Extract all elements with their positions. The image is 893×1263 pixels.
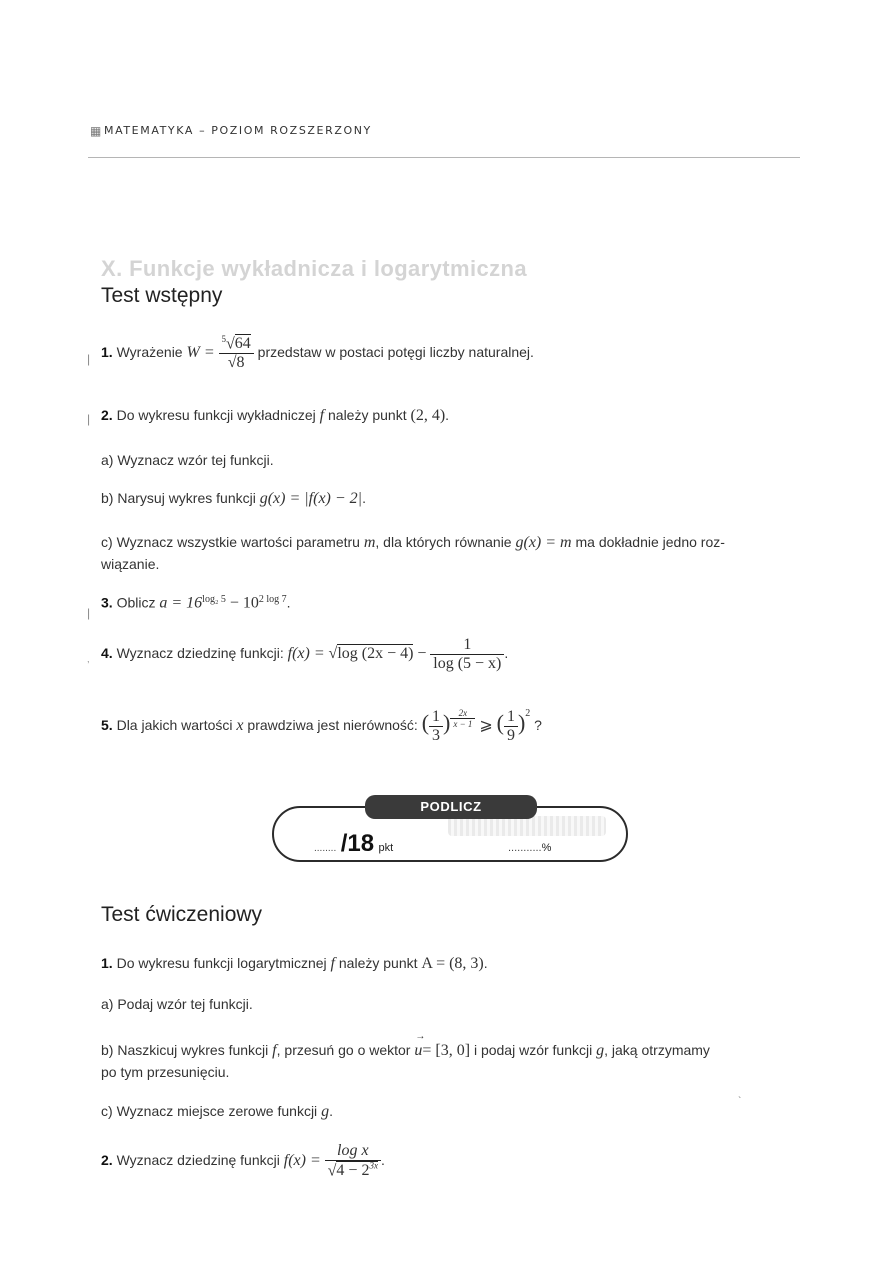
fraction-numerator: log x xyxy=(325,1142,381,1161)
task-number: 2. xyxy=(101,407,113,423)
radicand: log (2x − 4) xyxy=(337,645,414,663)
subtask-label: a) xyxy=(101,996,114,1012)
task-4: 4. Wyznacz dziedzinę funkcji: f(x) = √log (2x − 4) − $\frac{1}{\log (5 - x)}$ . xyxy=(101,636,509,672)
points-blank: ........ xyxy=(314,843,337,854)
math-var: g xyxy=(321,1103,330,1120)
points-unit: pkt xyxy=(378,842,394,854)
root-index: 5 xyxy=(221,334,226,344)
score-percent xyxy=(508,842,551,854)
exponent-denominator: x − 1 xyxy=(453,719,473,729)
subtask-label: a) xyxy=(101,452,114,468)
task-text: Wyznacz miejsce zerowe funkcji xyxy=(116,1103,318,1119)
section-title-test-cwiczeniowy: Test ćwiczeniowy xyxy=(101,903,263,926)
task-number: 4. xyxy=(101,645,113,662)
punctuation: . xyxy=(445,407,450,423)
score-box-label: PODLICZ xyxy=(365,795,537,819)
points-total: /18 xyxy=(340,830,375,857)
score-points xyxy=(314,830,393,858)
task-text: Narysuj wykres funkcji xyxy=(117,490,256,506)
task-text: Do wykresu funkcji logarytmicznej xyxy=(116,955,327,971)
fraction: $\frac{^5√64}{√8}$ xyxy=(219,334,254,372)
task-2c-continuation: wiązanie. xyxy=(101,556,160,572)
ex-task-1 xyxy=(101,955,488,973)
chapter-title: X. Funkcje wykładnicza i logarytmiczna xyxy=(101,256,528,281)
task-text: Naszkicuj wykres funkcji xyxy=(117,1042,269,1058)
task-text: Wyznacz wszystkie wartości parametru xyxy=(116,534,360,550)
task-2 xyxy=(101,407,449,425)
task-number: 2. xyxy=(101,1151,113,1168)
punctuation: ? xyxy=(534,717,542,734)
exponent: 2 xyxy=(525,708,531,719)
task-text: Wyznacz dziedzinę funkcji: xyxy=(116,645,284,662)
punctuation: . xyxy=(504,645,509,662)
exponent-numerator: 2x xyxy=(450,708,475,719)
fraction-numerator: 1 xyxy=(429,708,443,727)
task-text: prawdziwa jest nierówność: xyxy=(247,717,418,734)
math-var: m xyxy=(363,534,376,551)
fraction-denominator: log (5 − x) xyxy=(433,655,502,672)
percent-unit: % xyxy=(541,842,552,854)
task-text: Wyrażenie xyxy=(116,343,183,360)
math-expression: g(x) = m xyxy=(515,534,572,551)
radicand: 8 xyxy=(236,354,245,372)
math-expression: (2, 4) xyxy=(410,407,446,424)
fraction: $\frac{\text{log x}}{√4 - 2^{3x}}$ xyxy=(325,1142,381,1180)
task-2c xyxy=(101,534,725,552)
vector-name: u xyxy=(414,1042,423,1059)
ex-task-1b-continuation: po tym przesunięciu. xyxy=(101,1064,230,1080)
math-var: f xyxy=(319,407,325,424)
fraction-denominator: 3 xyxy=(432,727,441,744)
math-expression: f(x) = xyxy=(283,1151,321,1169)
math-expression: f(x) = xyxy=(287,645,325,663)
vector-symbol: → u xyxy=(414,1031,426,1059)
task-5: 5. Dla jakich wartości x prawdziwa jest nierówność: ( $\frac{1}{3}$ ) $^{\frac{2x}{x - 1}}$ ⩾ ( $\frac{1}{9}$ )$^2$ ? xyxy=(101,708,542,744)
math-var: f xyxy=(330,955,335,972)
task-text: , dla których równanie xyxy=(375,534,512,550)
math-expression: − 10 xyxy=(229,594,259,612)
fraction-numerator: 1 xyxy=(504,708,518,727)
task-text: Dla jakich wartości xyxy=(116,717,233,734)
header-mark-icon: ▦ xyxy=(90,124,102,138)
radicand: 64 xyxy=(234,335,251,353)
task-text: , przesuń go o wektor xyxy=(276,1042,411,1058)
math-var: g xyxy=(596,1042,605,1059)
exponent-fraction xyxy=(450,708,475,729)
margin-tick: | xyxy=(87,412,91,426)
section-title-test-wstepny: Test wstępny xyxy=(101,284,223,307)
task-text: , jaką otrzymamy xyxy=(604,1042,710,1058)
math-expression: g(x) = |f(x) − 2| xyxy=(259,490,363,507)
ex-task-2 xyxy=(101,1142,385,1198)
task-number: 3. xyxy=(101,594,113,611)
subtask-label: c) xyxy=(101,534,113,550)
task-text: Oblicz xyxy=(116,594,156,611)
score-scribble xyxy=(448,816,606,836)
task-text: należy punkt xyxy=(328,407,407,423)
task-3 xyxy=(101,594,291,613)
stray-mark: ` xyxy=(738,1096,742,1107)
task-text: ma dokładnie jedno roz- xyxy=(575,534,725,550)
subtask-label: c) xyxy=(101,1103,113,1119)
punctuation: . xyxy=(483,955,488,971)
math-expression: a = 16 xyxy=(159,594,203,612)
punctuation: . xyxy=(380,1151,385,1168)
fraction xyxy=(504,708,518,745)
task-number: 1. xyxy=(101,343,113,360)
math-expression: = [3, 0] xyxy=(422,1042,471,1059)
task-text: przedstaw w postaci potęgi liczby naturalnej. xyxy=(257,343,534,360)
fraction xyxy=(430,636,504,673)
task-2a xyxy=(101,452,274,468)
margin-tick: | xyxy=(87,606,91,620)
task-text: Wyznacz dziedzinę funkcji xyxy=(116,1151,280,1168)
exponent: log₂ 5 xyxy=(202,594,226,605)
task-text: należy punkt xyxy=(338,955,418,971)
radicand: 4 − 2 xyxy=(336,1162,370,1180)
ex-task-1a xyxy=(101,996,253,1012)
subtask-label: b) xyxy=(101,490,114,506)
percent-blank: ........... xyxy=(508,842,542,854)
math-expression: A = (8, 3) xyxy=(421,955,484,972)
punctuation: . xyxy=(286,594,291,611)
task-text: i podaj wzór funkcji xyxy=(473,1042,593,1058)
exponent: 2 log 7 xyxy=(258,594,287,605)
task-text: Podaj wzór tej funkcji. xyxy=(117,996,253,1012)
margin-tick: | xyxy=(87,352,91,366)
subtask-label: b) xyxy=(101,1042,114,1058)
exponent: 3x xyxy=(369,1161,378,1171)
header-divider xyxy=(88,157,800,158)
math-var: x xyxy=(236,717,244,735)
fraction-denominator: 9 xyxy=(506,727,515,744)
math-var: f xyxy=(272,1042,277,1059)
task-1 xyxy=(101,334,534,394)
punctuation: . xyxy=(362,490,366,506)
task-number: 5. xyxy=(101,717,113,734)
fraction xyxy=(429,708,443,745)
running-head: MATEMATYKA – POZIOM ROZSZERZONY xyxy=(104,124,372,137)
math-operator: − xyxy=(417,645,427,663)
math-operator: ⩾ xyxy=(479,717,493,735)
punctuation: . xyxy=(329,1103,333,1119)
task-number: 1. xyxy=(101,955,113,971)
task-2b xyxy=(101,490,366,508)
ex-task-1b xyxy=(101,1031,710,1060)
fraction-numerator: 1 xyxy=(430,636,504,655)
math-expression: W = xyxy=(186,343,215,361)
margin-tick: , xyxy=(87,654,90,664)
task-text: Do wykresu funkcji wykładniczej xyxy=(116,407,316,423)
task-text: Wyznacz wzór tej funkcji. xyxy=(117,452,274,468)
ex-task-1c xyxy=(101,1103,333,1121)
